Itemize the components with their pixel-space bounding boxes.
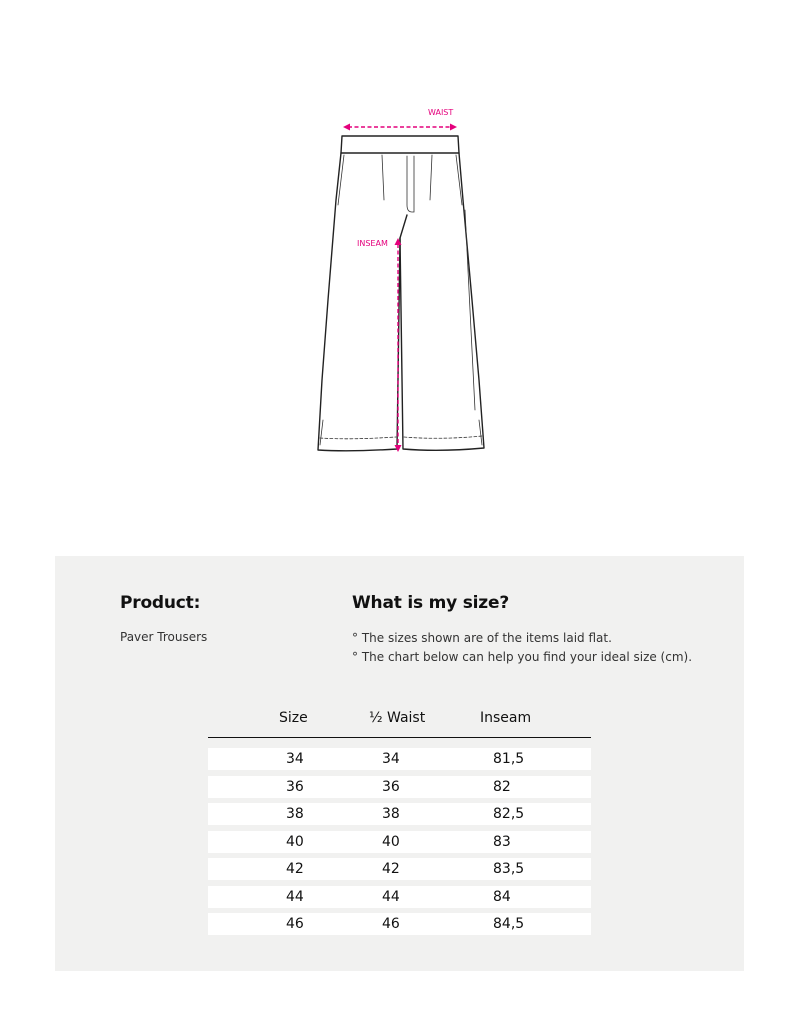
size-table-header [208,708,591,738]
table-row [208,886,591,908]
cell-inseam: 84,5 [493,916,525,932]
waistband-outline [341,136,459,153]
cell-half-waist: 34 [382,751,400,767]
size-notes [352,629,692,667]
product-name: Paver Trousers [120,630,208,644]
table-row [208,831,591,853]
column-header-size: Size [279,710,308,726]
table-row [208,858,591,880]
waist-arrow-right-icon [450,124,457,131]
cell-size: 46 [286,916,304,932]
cell-half-waist: 46 [382,916,400,932]
cell-inseam: 83,5 [493,861,525,877]
cell-half-waist: 42 [382,861,400,877]
cell-half-waist: 38 [382,806,400,822]
cell-size: 36 [286,778,304,795]
cell-half-waist: 36 [382,778,400,795]
cell-inseam: 82 [493,778,511,795]
size-table-body [208,748,591,935]
size-note: ° The chart below can help you find your ideal size (cm). [352,650,693,664]
cell-half-waist: 44 [382,888,400,905]
column-header-inseam: Inseam [480,710,532,726]
cell-inseam: 82,5 [493,806,525,822]
table-row [208,913,591,935]
table-row [208,748,591,770]
table-row [208,776,591,798]
cell-inseam: 84 [493,888,511,905]
column-header-half-waist: ½ Waist [369,710,426,726]
cell-size: 44 [286,888,304,905]
inseam-label: INSEAM [357,239,388,248]
cell-size: 40 [286,833,304,850]
size-note: ° The sizes shown are of the items laid flat. [352,631,612,645]
cell-inseam: 83 [493,833,511,850]
cell-size: 38 [286,806,304,822]
cell-inseam: 81,5 [493,751,525,767]
waist-arrow-left-icon [343,124,350,131]
cell-half-waist: 40 [382,833,400,850]
left-leg-outline [318,153,407,451]
waist-label: WAIST [428,108,454,117]
product-heading: Product: [120,593,201,613]
right-leg-outline [400,153,484,450]
size-heading: What is my size? [352,593,509,613]
table-row [208,803,591,825]
size-info-panel [55,556,744,971]
cell-size: 42 [286,861,304,877]
size-table [208,708,591,941]
cell-size: 34 [286,751,304,767]
